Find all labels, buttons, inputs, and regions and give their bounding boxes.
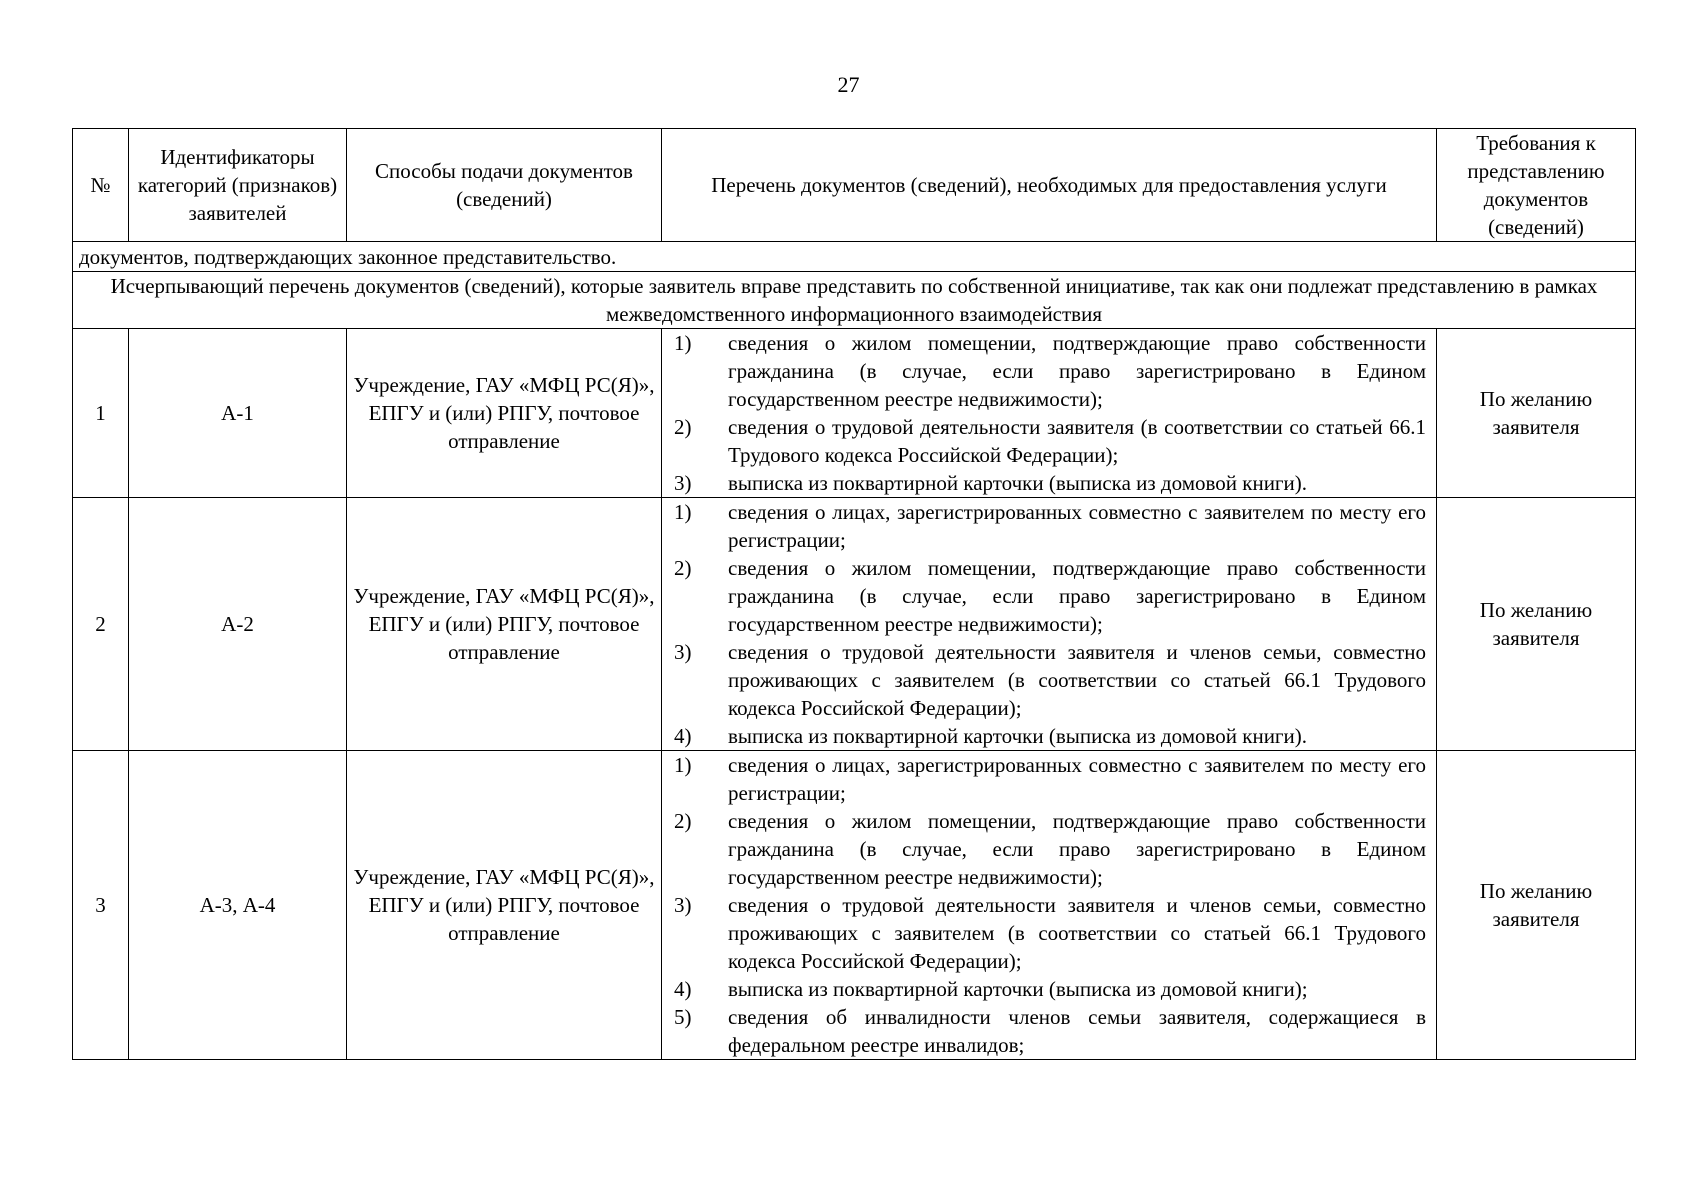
list-item xyxy=(674,554,1426,638)
row-method: Учреждение, ГАУ «МФЦ РС(Я)», ЕПГУ и (или) РПГУ, почтовое отправление xyxy=(347,751,662,1060)
list-item-number: 4) xyxy=(674,977,692,1001)
continuation-row xyxy=(73,242,1636,272)
documents-list xyxy=(674,329,1426,497)
list-item-text: сведения о трудовой деятельности заявителя и членов семьи, совместно проживающих с заявителем (в соответствии со статьей 66.1 Трудового кодекса Российской Федерации); xyxy=(728,893,1426,973)
list-item-text: сведения об инвалидности членов семьи заявителя, содержащиеся в федеральном реестре инвалидов; xyxy=(728,1005,1426,1057)
list-item xyxy=(674,638,1426,722)
documents-list xyxy=(674,498,1426,750)
list-item-number: 3) xyxy=(674,893,692,917)
continuation-text: документов, подтверждающих законное представительство. xyxy=(73,242,1636,272)
list-item-text: сведения о жилом помещении, подтверждающие право собственности гражданина (в случае, если право зарегистрировано в Едином государственном реестре недвижимости); xyxy=(728,556,1426,636)
list-item-number: 1) xyxy=(674,753,692,777)
header-documents: Перечень документов (сведений), необходимых для предоставления услуги xyxy=(662,129,1437,242)
row-requirement: По желанию заявителя xyxy=(1437,329,1636,498)
list-item-text: сведения о трудовой деятельности заявителя (в соответствии со статьей 66.1 Трудового кодекса Российской Федерации); xyxy=(728,415,1426,467)
list-item xyxy=(674,329,1426,413)
list-item-text: сведения о лицах, зарегистрированных совместно с заявителем по месту его регистрации; xyxy=(728,500,1426,552)
list-item xyxy=(674,807,1426,891)
list-item-text: сведения о лицах, зарегистрированных совместно с заявителем по месту его регистрации; xyxy=(728,753,1426,805)
list-item xyxy=(674,975,1426,1003)
documents-list xyxy=(674,751,1426,1059)
row-documents xyxy=(662,498,1437,751)
list-item-text: сведения о жилом помещении, подтверждающие право собственности гражданина (в случае, если право зарегистрировано в Едином государственном реестре недвижимости); xyxy=(728,809,1426,889)
table-header-row xyxy=(73,129,1636,242)
list-item-number: 1) xyxy=(674,331,692,355)
list-item-text: выписка из поквартирной карточки (выписка из домовой книги). xyxy=(728,724,1308,748)
header-methods: Способы подачи документов (сведений) xyxy=(347,129,662,242)
row-documents xyxy=(662,329,1437,498)
table-row xyxy=(73,751,1636,1060)
row-requirement: По желанию заявителя xyxy=(1437,498,1636,751)
row-number: 1 xyxy=(73,329,129,498)
list-item-number: 1) xyxy=(674,500,692,524)
list-item-number: 2) xyxy=(674,556,692,580)
row-requirement: По желанию заявителя xyxy=(1437,751,1636,1060)
list-item xyxy=(674,722,1426,750)
list-item-number: 2) xyxy=(674,809,692,833)
table-row xyxy=(73,498,1636,751)
section-title: Исчерпывающий перечень документов (сведений), которые заявитель вправе представить по собственной инициативе, так как они подлежат представлению в рамках межведомственного информационного взаимодействия xyxy=(73,272,1636,329)
row-documents xyxy=(662,751,1437,1060)
header-requirements: Требования к представлению документов (сведений) xyxy=(1437,129,1636,242)
list-item-text: выписка из поквартирной карточки (выписка из домовой книги); xyxy=(728,977,1308,1001)
list-item xyxy=(674,469,1426,497)
list-item xyxy=(674,498,1426,554)
list-item-number: 3) xyxy=(674,640,692,664)
list-item-number: 2) xyxy=(674,415,692,439)
table-row xyxy=(73,329,1636,498)
list-item-number: 5) xyxy=(674,1005,692,1029)
row-number: 3 xyxy=(73,751,129,1060)
list-item xyxy=(674,891,1426,975)
list-item-text: выписка из поквартирной карточки (выписка из домовой книги). xyxy=(728,471,1308,495)
section-title-row xyxy=(73,272,1636,329)
page-number: 27 xyxy=(837,72,860,97)
documents-table xyxy=(72,128,1636,1060)
header-categories: Идентификаторы категорий (признаков) заявителей xyxy=(129,129,347,242)
list-item-number: 4) xyxy=(674,724,692,748)
list-item xyxy=(674,1003,1426,1059)
row-category: А-1 xyxy=(129,329,347,498)
row-category: А-3, А-4 xyxy=(129,751,347,1060)
row-number: 2 xyxy=(73,498,129,751)
row-method: Учреждение, ГАУ «МФЦ РС(Я)», ЕПГУ и (или) РПГУ, почтовое отправление xyxy=(347,498,662,751)
list-item xyxy=(674,413,1426,469)
list-item-number: 3) xyxy=(674,471,692,495)
list-item xyxy=(674,751,1426,807)
header-no: № xyxy=(73,129,129,242)
list-item-text: сведения о трудовой деятельности заявителя и членов семьи, совместно проживающих с заявителем (в соответствии со статьей 66.1 Трудового кодекса Российской Федерации); xyxy=(728,640,1426,720)
row-category: А-2 xyxy=(129,498,347,751)
list-item-text: сведения о жилом помещении, подтверждающие право собственности гражданина (в случае, если право зарегистрировано в Едином государственном реестре недвижимости); xyxy=(728,331,1426,411)
row-method: Учреждение, ГАУ «МФЦ РС(Я)», ЕПГУ и (или) РПГУ, почтовое отправление xyxy=(347,329,662,498)
